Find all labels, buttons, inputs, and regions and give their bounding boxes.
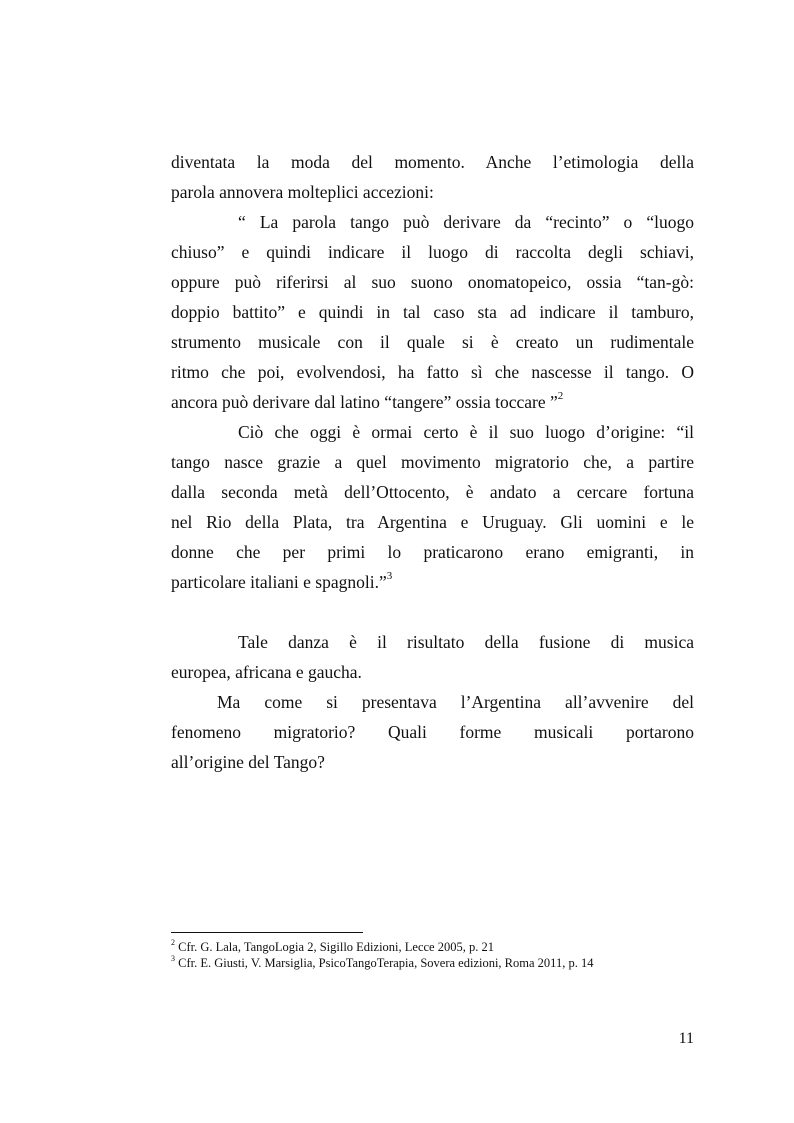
body-line	[171, 572, 694, 592]
body-line: Ciò che oggi è ormai certo è il suo luogo d’origine: “il	[238, 422, 694, 442]
body-text: particolare italiani e spagnoli.”	[171, 572, 387, 592]
footnote-number: 3	[171, 953, 175, 963]
quote-line: oppure può riferirsi al suo suono onomatopeico, ossia “tan-gò:	[171, 272, 694, 292]
quote-text: ancora può derivare dal latino “tangere” ossia toccare ”	[171, 392, 558, 412]
footnote-number: 2	[171, 937, 175, 947]
body-line: parola annovera molteplici accezioni:	[171, 182, 434, 202]
footnote-text: Cfr. E. Giusti, V. Marsiglia, PsicoTangoTerapia, Sovera edizioni, Roma 2011, p. 14	[178, 956, 594, 970]
footnote-text: Cfr. G. Lala, TangoLogia 2, Sigillo Edizioni, Lecce 2005, p. 21	[178, 940, 494, 954]
body-line: diventata la moda del momento. Anche l’etimologia della	[171, 152, 694, 172]
body-line: donne che per primi lo praticarono erano emigranti, in	[171, 542, 694, 562]
body-line: dalla seconda metà dell’Ottocento, è andato a cercare fortuna	[171, 482, 694, 502]
quote-line: doppio battito” e quindi in tal caso sta ad indicare il tamburo,	[171, 302, 694, 322]
footnote	[171, 955, 593, 971]
body-line: nel Rio della Plata, tra Argentina e Uruguay. Gli uomini e le	[171, 512, 694, 532]
footnote	[171, 939, 494, 955]
page-number: 11	[678, 1030, 694, 1047]
body-line: tango nasce grazie a quel movimento migratorio che, a partire	[171, 452, 694, 472]
quote-line	[171, 392, 694, 412]
body-line: all’origine del Tango?	[171, 752, 325, 772]
body-line: Ma come si presentava l’Argentina all’avvenire del	[217, 692, 694, 712]
quote-line: ritmo che poi, evolvendosi, ha fatto sì che nascesse il tango. O	[171, 362, 694, 382]
footnote-ref: 2	[557, 390, 564, 403]
body-line: europea, africana e gaucha.	[171, 662, 362, 682]
body-line: Tale danza è il risultato della fusione di musica	[238, 632, 694, 652]
quote-line: “ La parola tango può derivare da “recinto” o “luogo	[238, 212, 694, 232]
quote-line: chiuso” e quindi indicare il luogo di raccolta degli schiavi,	[171, 242, 694, 262]
footnote-ref: 3	[386, 570, 393, 583]
footnote-separator	[171, 932, 363, 933]
quote-line: strumento musicale con il quale si è creato un rudimentale	[171, 332, 694, 352]
body-line: fenomeno migratorio? Quali forme musicali portarono	[171, 722, 694, 742]
